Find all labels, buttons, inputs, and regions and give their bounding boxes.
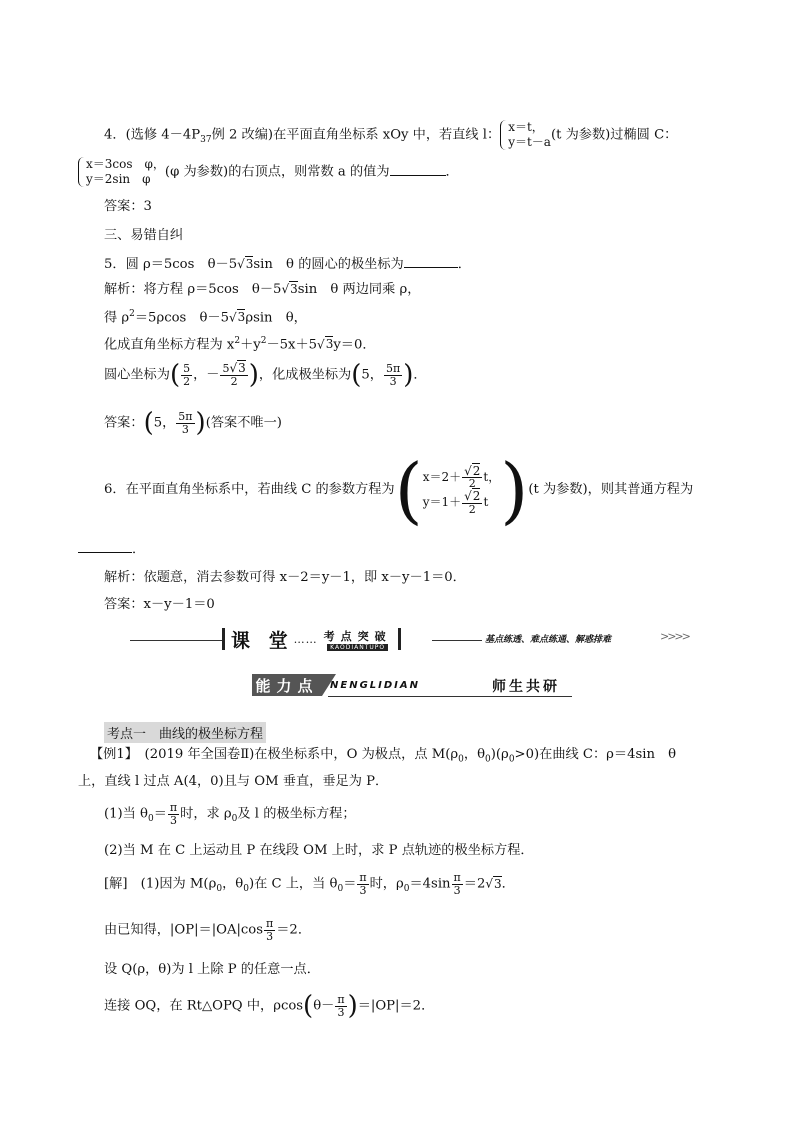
q5-answer — [104, 410, 282, 436]
ex1-s1c: )在 C 上，当 θ — [248, 876, 338, 892]
sup: 2 — [234, 336, 241, 346]
banner-tagline: 基点练透、难点练通、解惑排难 — [485, 635, 612, 645]
ex1-s2a: 由已知得，|OP|＝|OA|cos — [104, 922, 264, 938]
fraction — [220, 362, 247, 387]
q5-sol1 — [104, 282, 420, 298]
q6-end: ． — [132, 542, 146, 557]
sub: 0 — [403, 884, 410, 895]
ex1-p1d: 及 l 的极坐标方程； — [237, 806, 356, 822]
fraction — [335, 994, 346, 1018]
q4-after1: (t 为参数)过椭圆 C： — [550, 127, 678, 143]
sup: 2 — [129, 309, 135, 319]
q5-s3c: －5x＋5 — [266, 337, 318, 353]
q5-s3a: 化成直角坐标方程为 x — [104, 337, 235, 353]
q5-five: 5， — [153, 415, 176, 431]
ability-header — [252, 672, 572, 702]
fraction — [168, 802, 179, 826]
radicand: 2 — [472, 489, 481, 503]
sys-row: x＝t， — [508, 120, 544, 134]
section-three: 三、易错自纠 — [104, 228, 184, 243]
ex1-s1g: ＝2 — [463, 876, 486, 892]
sub: 0 — [508, 754, 515, 765]
ex1-sol4 — [104, 993, 434, 1019]
frac-den: 3 — [337, 1005, 345, 1019]
q5-s3d: y＝0． — [333, 337, 376, 353]
q6-answer: 答案：x－y－1＝0 — [104, 597, 215, 612]
paren: ) — [195, 408, 206, 438]
banner-box — [222, 628, 401, 650]
q4-line2 — [78, 157, 459, 187]
frac-num — [462, 465, 482, 479]
sqrt-symbol: √3 — [237, 257, 254, 271]
frac-den: 2 — [468, 477, 476, 491]
q5-comma: ，－ — [193, 367, 220, 383]
frac-den: 3 — [389, 374, 397, 388]
param-system — [423, 465, 501, 515]
q4-answer: 答案：3 — [104, 199, 152, 214]
q5-s2b: ＝5ρcos θ－5 — [134, 310, 230, 326]
sqrt-symbol: √3 — [229, 361, 246, 376]
frac-den: 2 — [468, 502, 476, 516]
fraction — [264, 918, 275, 942]
sys-row: y＝2sin φ — [86, 172, 151, 186]
q5-stem-a: 5．圆 ρ＝5cos θ－5 — [104, 257, 238, 272]
q5-s4a: 圆心坐标为 — [104, 367, 170, 383]
ellipse-system — [78, 157, 165, 187]
ex1-line1 — [90, 747, 676, 765]
q5-sol2 — [104, 309, 307, 326]
frac-den: 3 — [359, 883, 367, 897]
frac-den: 2 — [183, 374, 191, 388]
paren: ( — [143, 408, 154, 438]
q5-sol3 — [104, 336, 376, 353]
num-text: 5 — [222, 362, 230, 376]
q5-s4end: ． — [413, 367, 427, 383]
ex1-p1c: 时，求 ρ — [180, 806, 232, 822]
kaodian-title: 考点一 曲线的极坐标方程 — [104, 722, 266, 743]
ex1-s1b: ，θ — [222, 876, 244, 892]
q4-sub: 37 — [200, 135, 212, 146]
sub: 0 — [458, 754, 464, 765]
radicand: 3 — [237, 310, 246, 325]
frac-num — [220, 362, 247, 376]
q5-stem-end: ． — [457, 257, 471, 272]
ex1-p1a: (1)当 θ — [104, 806, 148, 822]
q5-s2a: 得 ρ — [104, 310, 130, 326]
sqrt-symbol: √3 — [229, 310, 246, 325]
paren: ( — [169, 360, 181, 390]
sqrt-symbol: √3 — [317, 337, 334, 352]
param-row — [423, 490, 501, 515]
ex1-sol3: 设 Q(ρ，θ)为 l 上除 P 的任意一点． — [104, 962, 320, 977]
answer-blank — [390, 163, 446, 176]
ex1-p1b: ＝ — [153, 806, 167, 822]
paren: ( — [351, 360, 362, 390]
answer-tail: (答案不唯一) — [205, 415, 282, 431]
ability-underline — [328, 696, 572, 697]
frac-num: 5π — [385, 361, 401, 375]
radicand: 3 — [245, 257, 254, 271]
sys-row: x＝3cos φ， — [86, 157, 165, 171]
ability-right: 师生共研 — [492, 679, 560, 695]
q4-end: ． — [445, 164, 459, 180]
ex1-s4c: ＝|OP|＝2． — [357, 998, 435, 1014]
q4-after2: (φ 为参数)的右顶点，则常数 a 的值为 — [164, 164, 390, 180]
frac-num: π — [337, 992, 345, 1006]
q6-after: (t 为参数)，则其普通方程为 — [528, 482, 694, 498]
q5-s1a: 解析：将方程 ρ＝5cos θ－5 — [104, 282, 282, 297]
sup: 2 — [260, 336, 267, 346]
answer-blank — [404, 255, 458, 268]
q4-middle: 例 2 改编)在平面直角坐标系 xOy 中，若直线 l： — [211, 127, 501, 143]
fraction — [176, 411, 194, 435]
ex1-l1d: >0)在曲线 C：ρ＝4sin θ — [514, 747, 677, 762]
ex1-sol1 — [104, 872, 515, 896]
banner-title: 课 堂 — [231, 629, 294, 652]
banner-rule-left — [130, 640, 222, 641]
answer-blank — [78, 540, 132, 553]
ex1-part2: (2)当 M 在 C 上运动且 P 在线段 OM 上时，求 P 点轨迹的极坐标方程． — [104, 843, 534, 858]
sys-row: y＝t－a — [508, 135, 551, 149]
answer-label: 答案： — [104, 415, 144, 431]
kaodian-en: KAODIANTUPO — [327, 644, 388, 651]
q5-s3b: ＋y — [240, 337, 261, 353]
q5-s1b: sin θ 两边同乘 ρ， — [297, 282, 421, 297]
ex1-s2b: ＝2． — [276, 922, 312, 938]
paren: ) — [347, 991, 358, 1021]
banner-kaodian — [324, 628, 392, 651]
paren: ) — [248, 360, 259, 390]
ex1-label: 【例1】 — [90, 747, 132, 762]
ex1-sol2 — [104, 918, 311, 942]
ex1-s1h: ． — [501, 876, 515, 892]
sub: 0 — [337, 884, 344, 895]
radicand: 3 — [290, 282, 298, 296]
fraction — [384, 363, 402, 387]
sqrt-symbol: √3 — [281, 282, 298, 296]
radicand: 3 — [325, 337, 334, 352]
q6-stem — [104, 448, 694, 532]
sub: 0 — [216, 884, 223, 895]
ex1-s1e: 时，ρ — [369, 876, 404, 892]
frac-den: 3 — [170, 813, 178, 827]
paren: ) — [500, 448, 529, 532]
frac-num: π — [359, 871, 367, 884]
ex1-l1a: (2019 年全国卷Ⅱ)在极坐标系中，O 为极点，点 M(ρ — [131, 747, 459, 762]
ex1-s1d: ＝ — [343, 876, 357, 892]
q5-five: 5， — [361, 367, 383, 383]
sqrt-symbol: √2 — [464, 463, 481, 478]
banner-rule-right — [432, 640, 482, 641]
frac-num: π — [453, 871, 461, 884]
row-tail: t — [483, 495, 489, 510]
kaodian-cn: 考点突破 — [323, 629, 392, 643]
frac-num: π — [266, 917, 274, 930]
frac-den: 2 — [230, 375, 238, 389]
sub: 0 — [148, 814, 154, 825]
q5-stem — [104, 255, 471, 273]
sub: 0 — [231, 814, 238, 825]
q4-prefix: 4．(选修 4－4P — [104, 127, 201, 143]
frac-num: π — [169, 801, 178, 814]
radicand: 2 — [472, 463, 481, 478]
frac-num — [462, 490, 482, 504]
ex1-s4b: θ－ — [313, 998, 335, 1014]
q6-blank-line — [78, 540, 145, 558]
paren: ( — [303, 991, 314, 1021]
ability-en: NENGLIDIAN — [330, 680, 420, 691]
ability-label: 能力点 — [252, 674, 322, 696]
jie-label: [解] — [104, 876, 128, 892]
row-tail: t， — [483, 469, 501, 484]
q6-solution: 解析：依题意，消去参数可得 x－2＝y－1，即 x－y－1＝0． — [104, 570, 466, 585]
q5-s4b: ，化成极坐标为 — [258, 367, 352, 383]
frac-den: 3 — [181, 422, 189, 436]
sub: 0 — [243, 884, 249, 895]
line-system — [500, 120, 551, 150]
ex1-l1b: ，θ — [463, 747, 486, 762]
frac-den: 3 — [453, 883, 461, 897]
q6-stem-text: 6．在平面直角坐标系中，若曲线 C 的参数方程为 — [104, 482, 395, 498]
ex1-s4a: 连接 OQ，在 Rt△OPQ 中，ρcos — [104, 998, 304, 1014]
sqrt-symbol: √2 — [464, 489, 481, 503]
paren: ) — [403, 360, 414, 390]
fraction — [357, 872, 368, 896]
ex1-s1a: (1)因为 M(ρ — [127, 876, 217, 892]
fraction — [462, 490, 482, 515]
q5-stem-b: sin θ 的圆心的极坐标为 — [253, 257, 404, 272]
section-banner — [130, 628, 690, 654]
ex1-l1c: )(ρ — [490, 747, 509, 762]
fraction — [462, 465, 482, 490]
ex1-s1f: ＝4sin — [409, 876, 451, 892]
frac-num: 5 — [183, 361, 191, 375]
q4-line1 — [104, 120, 677, 150]
banner-dots: …… — [293, 632, 318, 646]
sub: 0 — [485, 754, 491, 765]
frac-den: 3 — [266, 929, 274, 943]
chevrons-icon: >>>> — [660, 630, 689, 643]
row-text: x＝2＋ — [422, 469, 462, 484]
row-text: y＝1＋ — [422, 495, 462, 510]
ex1-line2: 上，直线 l 过点 A(4，0)且与 OM 垂直，垂足为 P． — [78, 774, 389, 789]
sqrt-symbol: √3 — [485, 876, 502, 891]
fraction — [452, 872, 463, 896]
frac-num: 5π — [178, 409, 193, 423]
q5-sol4 — [104, 362, 427, 388]
radicand: 3 — [238, 361, 246, 376]
fraction — [181, 363, 192, 387]
q5-s2c: ρsin θ， — [245, 310, 307, 326]
radicand: 3 — [494, 876, 502, 891]
param-row — [423, 465, 501, 490]
paren: ( — [394, 448, 423, 532]
ex1-part1 — [104, 802, 356, 826]
